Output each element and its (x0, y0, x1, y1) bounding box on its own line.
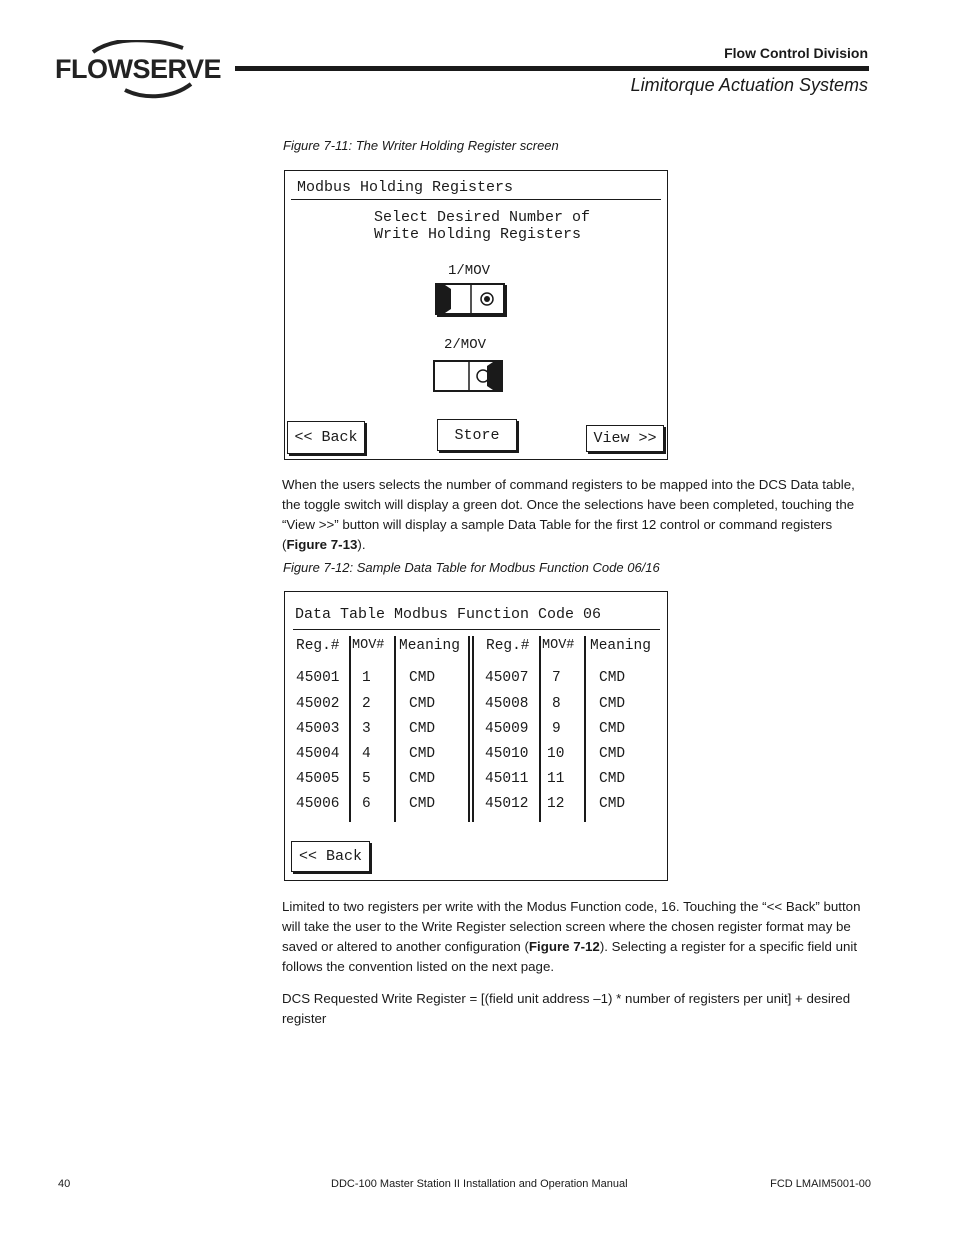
cell-meaning: CMD (409, 721, 436, 737)
paragraph-2-end: ). Selecting a register for a specific field unit follows the convention listed on the next page. (282, 939, 858, 974)
paragraph-2-text: Limited to two registers per write with the Modus Function code, 16. Touching the “<< Back” button will take the user to the Write Register selection screen where the chosen register format may be saved or altered to another configuration ( (282, 899, 861, 954)
instruction-line2: Write Holding Registers (374, 226, 582, 243)
cell-meaning: CMD (409, 746, 436, 762)
cell-mov: 6 (362, 796, 371, 812)
cell-reg: 45009 (485, 721, 529, 737)
paragraph-1-text: When the users selects the number of command registers to be mapped into the DCS Data table, the toggle switch will display a green dot. Once the selections have been completed, touching the “View >>” button will display a sample Data Table for the first 12 control or command registers ( (282, 477, 855, 552)
subbrand-label: Limitorque Actuation Systems (630, 75, 868, 95)
cell-mov: 2 (362, 696, 371, 712)
figure2-caption: Figure 7-12: Sample Data Table for Modbus Function Code 06/16 (283, 560, 660, 575)
col-separator (539, 636, 541, 822)
cell-reg: 45008 (485, 696, 529, 712)
cell-mov: 8 (552, 696, 561, 712)
division-label: Flow Control Division (724, 45, 868, 61)
cell-reg: 45007 (485, 670, 529, 686)
view-button[interactable]: View >> (586, 425, 664, 452)
flowserve-logo (55, 40, 222, 102)
cell-reg: 45004 (296, 746, 340, 762)
cell-mov: 11 (547, 771, 565, 787)
formula-paragraph: DCS Requested Write Register = [(field unit address –1) * number of registers per unit] + desired register (282, 991, 851, 1026)
back-button[interactable]: << Back (287, 421, 365, 454)
cell-meaning: CMD (599, 796, 626, 812)
cell-meaning: CMD (409, 796, 436, 812)
data-table-screen (284, 591, 668, 881)
header-mov-left: MOV# (352, 638, 385, 653)
cell-mov: 3 (362, 721, 371, 737)
title-divider (291, 199, 661, 200)
manual-title: DDC-100 Master Station II Installation and Operation Manual (331, 1178, 628, 1190)
paragraph-2-figure-ref: Figure 7-12 (528, 939, 600, 954)
option2-toggle[interactable] (433, 360, 503, 392)
doc-code: FCD LMAIM5001-00 (770, 1178, 871, 1190)
screen-title: Modbus Holding Registers (297, 179, 514, 196)
cell-reg: 45005 (296, 771, 340, 787)
cell-reg: 45010 (485, 746, 529, 762)
toggle-on-icon (437, 285, 503, 313)
cell-mov: 10 (547, 746, 565, 762)
cell-mov: 4 (362, 746, 371, 762)
toggle-off-icon (435, 362, 501, 390)
cell-mov: 9 (552, 721, 561, 737)
col-separator (349, 636, 351, 822)
table-title-divider (293, 629, 660, 630)
header-mov-right: MOV# (542, 638, 575, 653)
logo-wordmark: FLOWSERVE (55, 54, 222, 84)
paragraph-1-figure-ref: Figure 7-13 (286, 537, 358, 552)
header-meaning-right: Meaning (590, 638, 651, 654)
header-reg-left: Reg.# (296, 638, 340, 654)
instruction-line1: Select Desired Number of (374, 209, 591, 226)
cell-meaning: CMD (409, 771, 436, 787)
cell-reg: 45003 (296, 721, 340, 737)
header-reg-right: Reg.# (486, 638, 530, 654)
col-separator-double (472, 636, 474, 822)
cell-reg: 45012 (485, 796, 529, 812)
store-button[interactable]: Store (437, 419, 517, 451)
cell-meaning: CMD (599, 696, 626, 712)
cell-mov: 12 (547, 796, 565, 812)
cell-meaning: CMD (599, 771, 626, 787)
table-title: Data Table Modbus Function Code 06 (295, 606, 602, 623)
paragraph-1 (282, 475, 872, 555)
page-number: 40 (58, 1178, 71, 1190)
cell-mov: 7 (552, 670, 561, 686)
header-rule (235, 66, 869, 71)
option2-label: 2/MOV (444, 337, 487, 353)
paragraph-1-end: ). (357, 537, 366, 552)
cell-meaning: CMD (409, 696, 436, 712)
cell-reg: 45006 (296, 796, 340, 812)
cell-reg: 45002 (296, 696, 340, 712)
header-meaning-left: Meaning (399, 638, 460, 654)
cell-meaning: CMD (409, 670, 436, 686)
cell-meaning: CMD (599, 746, 626, 762)
cell-mov: 5 (362, 771, 371, 787)
cell-reg: 45011 (485, 771, 529, 787)
col-separator-double (468, 636, 470, 822)
figure1-caption: Figure 7-11: The Writer Holding Register screen (283, 138, 559, 153)
table-back-button[interactable]: << Back (291, 841, 370, 872)
col-separator (394, 636, 396, 822)
cell-mov: 1 (362, 670, 371, 686)
option1-toggle[interactable] (435, 283, 505, 315)
option1-label: 1/MOV (448, 263, 491, 279)
col-separator (584, 636, 586, 822)
cell-meaning: CMD (599, 721, 626, 737)
paragraph-2 (282, 897, 872, 977)
holding-register-screen (284, 170, 668, 460)
cell-reg: 45001 (296, 670, 340, 686)
cell-meaning: CMD (599, 670, 626, 686)
